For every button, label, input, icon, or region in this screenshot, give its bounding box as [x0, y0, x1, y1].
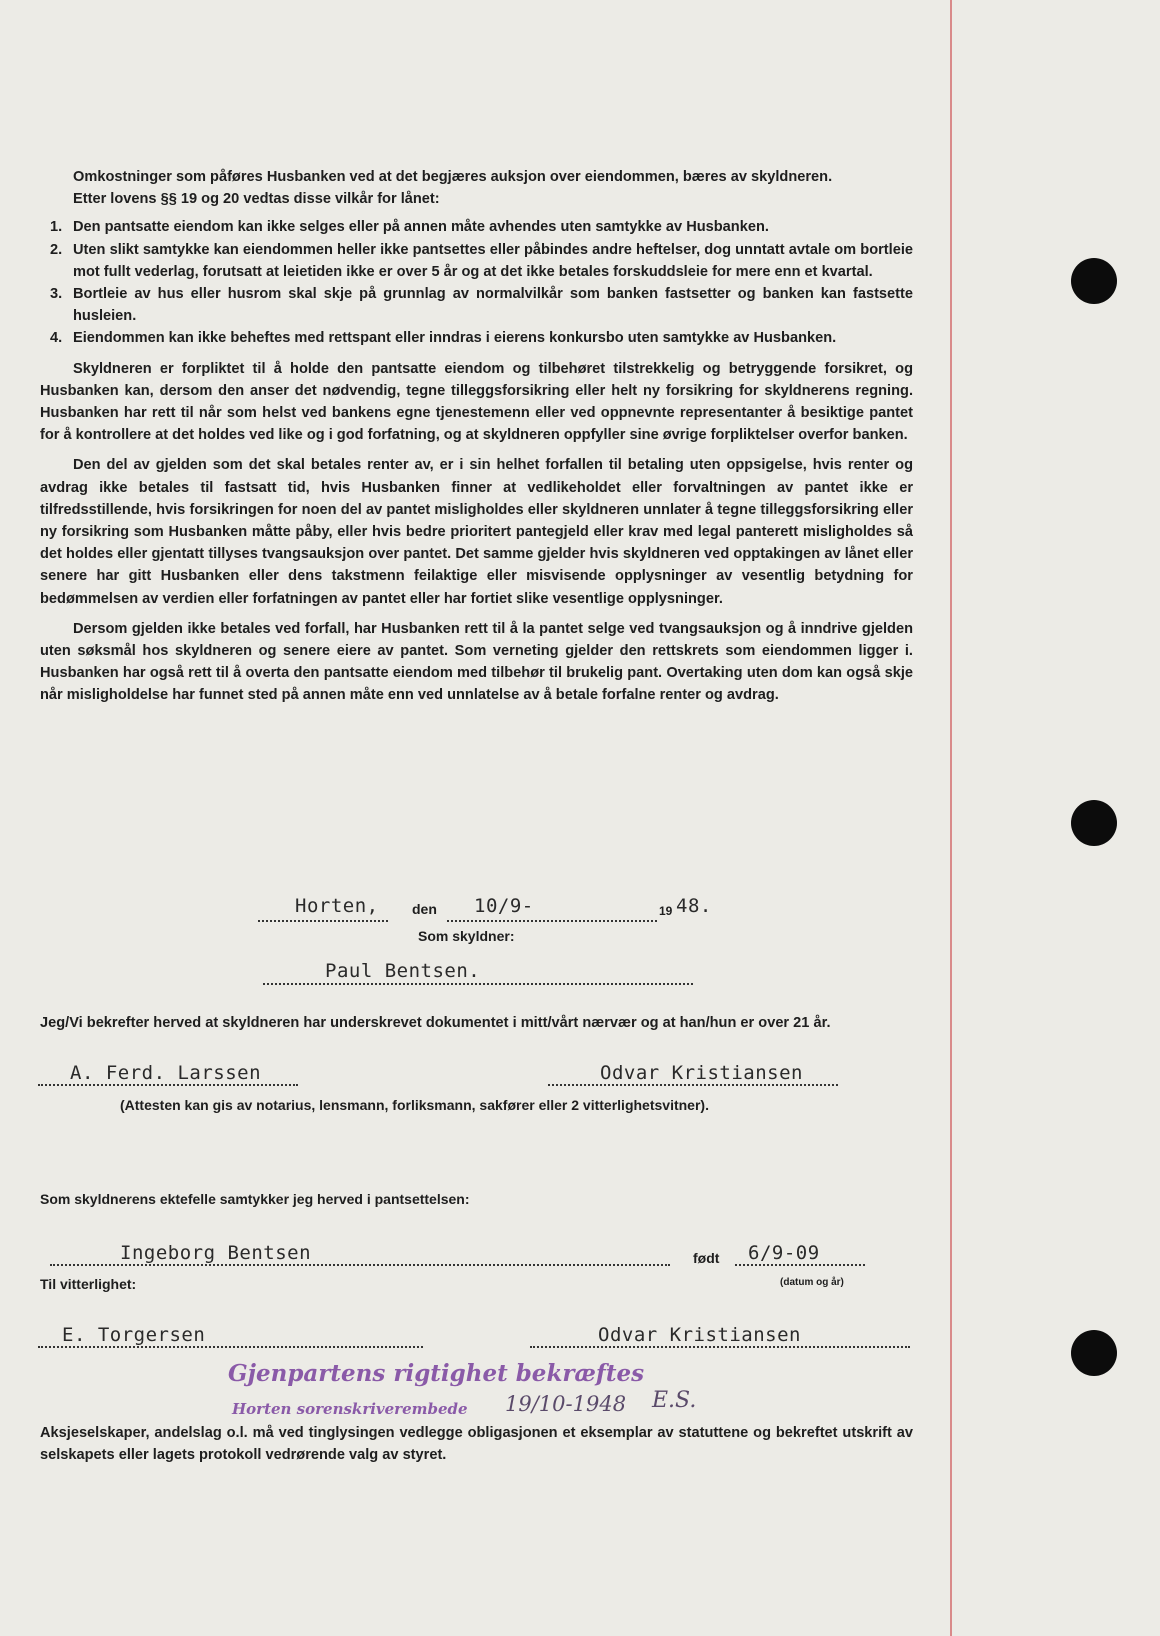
spouse-signature: Ingeborg Bentsen — [120, 1242, 312, 1264]
witness-label: Til vitterlighet: — [40, 1276, 137, 1292]
condition-item: 3. Bortleie av hus eller husrom skal skje på grunnlag av normalvilkår som banken fastsetter og banken kan fastsette husleien. — [50, 286, 913, 325]
spouse-consent-text: Som skyldnerens ektefelle samtykker jeg herved i pantsettelsen: — [40, 1191, 470, 1207]
signature-line — [38, 1084, 298, 1086]
witness-2-signature: Odvar Kristiansen — [600, 1062, 803, 1084]
conditions-list — [40, 216, 913, 349]
spouse-witness-2: Odvar Kristiansen — [598, 1324, 801, 1346]
dotted-line — [258, 920, 388, 922]
condition-item: 1. Den pantsatte eiendom kan ikke selges eller på annen måte avhendes uten samtykke av Husbanken. — [50, 219, 769, 236]
debtor-label: Som skyldner: — [418, 928, 515, 944]
enforcement-paragraph: Dersom gjelden ikke betales ved forfall, har Husbanken rett til å la pantet selge ved tvangsauksjon og å inndrive gjelden uten søksmål hos skyldneren og senere eiere av pantet. Som verneting gjelder den rettskrets som eiendommen ligger i. Husbanken har også rett til å overta den pantsatte eiendom med tilbehør til brukelig pant. Overtaking uten dom kan også skje når misligholdelse har funnet sted på annen måte enn ved unnlatelse av å betale forfalne renter og avdrag. — [40, 620, 913, 704]
stamp-date: 19/10-1948 — [505, 1392, 627, 1416]
spouse-witness-1: E. Torgersen — [62, 1324, 206, 1346]
signature-line — [50, 1264, 670, 1266]
dotted-line — [447, 920, 657, 922]
terms-body — [40, 166, 913, 707]
attestation-note: (Attesten kan gis av notarius, lensmann, forliksmann, sakfører eller 2 vitterlighetsvitner). — [120, 1097, 709, 1113]
born-date: 6/9-09 — [748, 1242, 820, 1264]
debtor-signature: Paul Bentsen. — [325, 960, 481, 982]
condition-item: 2. Uten slikt samtykke kan eiendommen heller ikke pantsettes eller påbindes andre heftelser, dog unntatt avtale om bortleie mot fullt vederlag, forutsatt at leietiden ikke er over 5 år og at det ikke betales forskuddsleie for mere enn et kvartal. — [50, 241, 913, 280]
signing-year: 48. — [676, 895, 712, 917]
court-stamp: Horten sorenskriverembede — [232, 1400, 468, 1418]
signature-line — [38, 1346, 423, 1348]
punch-hole — [1071, 800, 1117, 846]
insurance-paragraph: Skyldneren er forpliktet til å holde den pantsatte eiendom og tilbehøret tilstrekkelig og betryggende forsikret, og Husbanken kan, dersom den anser det nødvendig, tegne tilleggsforsikring eller helt ny forsikring for skyldnerens regning. Husbanken har rett til når som helst ved bankens egne tjenestemenn eller ved oppnevnte representanter å besiktige pantet for å kontrollere at det holdes ved like og i god forfatning, og at skyldneren oppfyller sine øvrige forpliktelser overfor banken. — [40, 360, 913, 444]
signature-line — [548, 1084, 838, 1086]
year-prefix: 19 — [659, 904, 673, 918]
born-note: (datum og år) — [780, 1277, 844, 1288]
condition-item: 4. Eiendommen kan ikke beheftes med rettspant eller inndras i eierens konkursbo uten samtykke av Husbanken. — [50, 330, 837, 347]
punch-hole — [1071, 1330, 1117, 1376]
stamp-initials: E.S. — [652, 1388, 697, 1413]
certification-stamp: Gjenpartens rigtighet bekræftes — [228, 1360, 645, 1387]
punch-hole — [1071, 258, 1117, 304]
signature-line — [263, 983, 693, 985]
dotted-line — [735, 1264, 865, 1266]
signing-date: 10/9- — [474, 895, 534, 917]
born-label: født — [693, 1250, 720, 1266]
den-label: den — [412, 901, 437, 917]
conditions-intro: Etter lovens §§ 19 og 20 vedtas disse vilkår for lånet: — [73, 191, 440, 208]
signing-place: Horten, — [295, 895, 379, 917]
default-paragraph: Den del av gjelden som det skal betales renter av, er i sin helhet forfallen til betaling uten oppsigelse, hvis renter og avdrag ikke betales til fastsatt tid, hvis Husbanken finner at vedlikeholdet eller forvaltningen av pantet ikke er tilfredsstillende, hvis forsikringen for noen del av pantet misligholdes eller skyldneren unnlater å tegne tilleggsforsikring eller ny forsikring som Husbanken måtte påby, eller hvis bedre prioritert pantegjeld eller krav med legal panterett misligholdes så det holdes eller gjentatt tillyses tvangsauksjon over pantet. Det samme gjelder hvis skyldneren ved opptakingen av lånet eller senere har gitt Husbanken eller dens takstmenn feilaktige eller misvisende opplysninger av vesentlig betydning for bedømmelsen av verdien eller forfatningen av pantet eller har fortiet slike vesentlige opplysninger. — [40, 457, 913, 607]
costs-paragraph: Omkostninger som påføres Husbanken ved at det begjæres auksjon over eiendommen, bæres av skyldneren. — [73, 169, 833, 185]
signature-line — [530, 1346, 910, 1348]
margin-line — [950, 0, 952, 1636]
footer-text: Aksjeselskaper, andelslag o.l. må ved tinglysingen vedlegge obligasjonen et eksemplar av statuttene og bekreftet utskrift av selskapets eller lagets protokoll vedrørende valg av styret. — [40, 1425, 913, 1464]
witness-1-signature: A. Ferd. Larssen — [70, 1062, 262, 1084]
witness-statement: Jeg/Vi bekrefter herved at skyldneren har underskrevet dokumentet i mitt/vårt nærvær og at han/hun er over 21 år. — [40, 1015, 831, 1031]
